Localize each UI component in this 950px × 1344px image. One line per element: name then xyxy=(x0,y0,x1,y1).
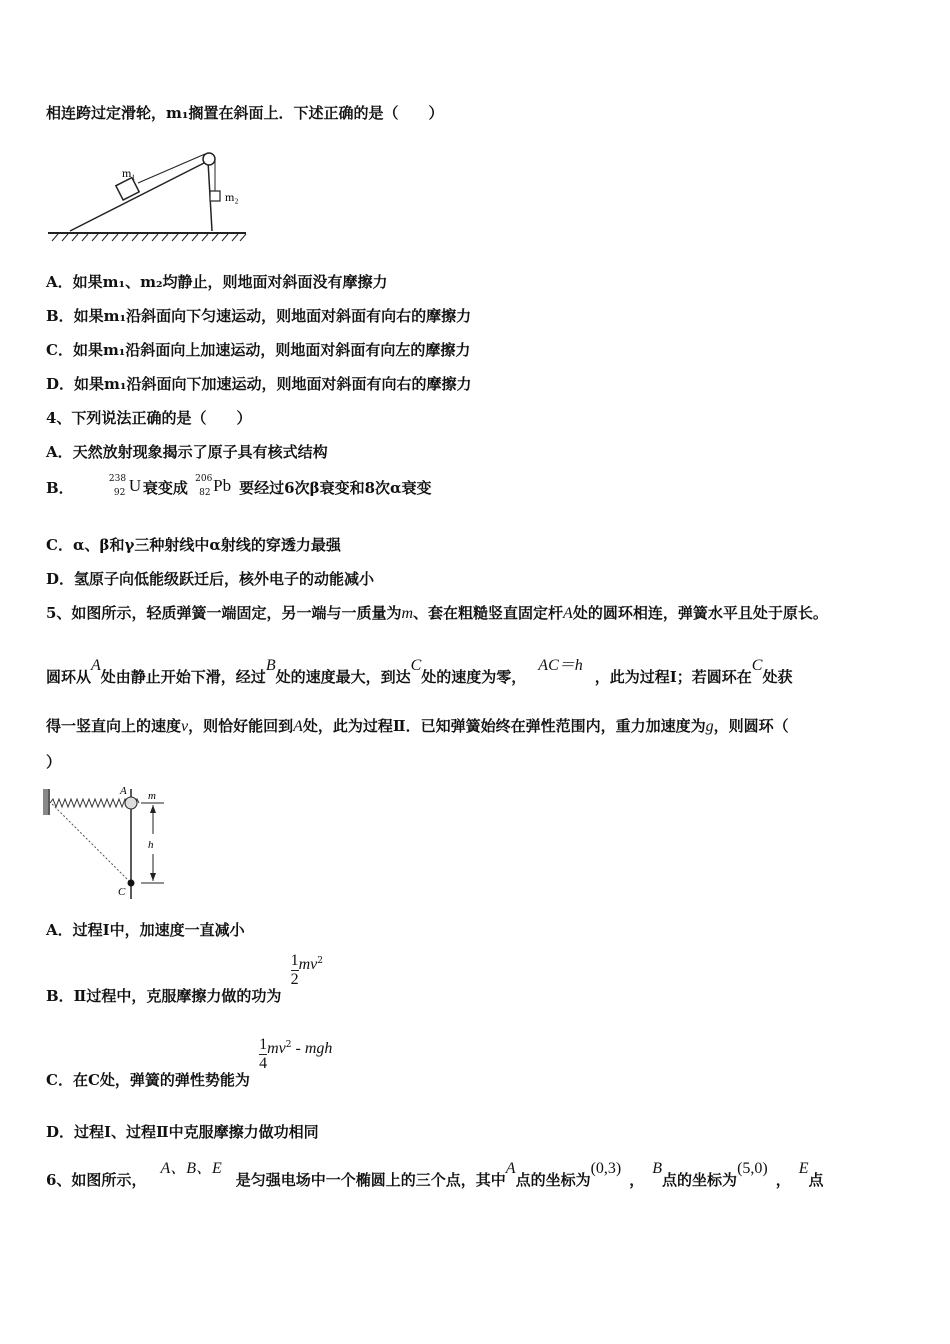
fraction-one-quarter: $\frac{1}{4}$ xyxy=(259,1036,268,1072)
q3-option-d: D．如果m₁沿斜面向下加速运动，则地面对斜面有向右的摩擦力 xyxy=(46,375,472,393)
q3-option-b: B．如果m₁沿斜面向下匀速运动，则地面对斜面有向右的摩擦力 xyxy=(46,307,472,325)
label-a: A xyxy=(120,785,127,797)
uranium-nuclide: 238 92 U xyxy=(108,474,142,498)
q5-option-b: B．Ⅱ过程中，克服摩擦力做的功为 $\frac{1}{2}$ $mv^2$ xyxy=(46,952,323,1005)
label-c: C xyxy=(118,886,126,898)
q5-stem-line4: ） xyxy=(46,753,62,771)
q5-option-c: C．在C处，弹簧的弹性势能为 $\frac{1}{4}$ $mv^2$ - mgh xyxy=(46,1036,333,1089)
spring-ring-figure xyxy=(40,784,175,904)
label-h: h xyxy=(148,839,154,851)
q5-option-a: A．过程Ⅰ中，加速度一直减小 xyxy=(46,921,245,939)
q6-stem: 6、如图所示，A、B、E是匀强电场中一个椭圆上的三个点，其中A点的坐标为(0,3)，B点的坐标为(5,0)，E点 xyxy=(46,1160,824,1189)
lead-nuclide: 206 82 Pb xyxy=(195,474,232,498)
q5-stem-line2: 圆环从A处由静止开始下滑，经过B处的速度最大，到达C处的速度为零，AC＝h，此为过程Ⅰ；若圆环在C处获 xyxy=(46,657,793,686)
label-m1: m₁ xyxy=(122,166,136,180)
label-m: m xyxy=(148,790,156,802)
q4-option-c: C．α、β和γ三种射线中α射线的穿透力最强 xyxy=(46,536,341,554)
q4-option-a: A．天然放射现象揭示了原子具有核式结构 xyxy=(46,443,328,461)
q4-stem: 4、下列说法正确的是（ ） xyxy=(46,409,252,427)
q3-option-c: C．如果m₁沿斜面向上加速运动，则地面对斜面有向左的摩擦力 xyxy=(46,341,471,359)
q5-stem-line1: 5、如图所示，轻质弹簧一端固定，另一端与一质量为m、套在粗糙竖直固定杆A处的圆环相连，弹簧水平且处于原长。 xyxy=(46,604,828,622)
q4-option-b: B． 238 92 U 衰变成 206 82 Pb 要经过6次β衰变和8次α衰变 xyxy=(46,474,432,504)
q5-option-d: D．过程Ⅰ、过程Ⅱ中克服摩擦力做功相同 xyxy=(46,1123,319,1141)
label-m2: m₂ xyxy=(225,190,239,204)
q4-option-d: D．氢原子向低能级跃迁后，核外电子的动能减小 xyxy=(46,570,375,588)
q3-stem: 相连跨过定滑轮，m₁搁置在斜面上．下述正确的是（ ） xyxy=(46,104,444,122)
fraction-one-half: $\frac{1}{2}$ xyxy=(290,952,299,988)
incline-pulley-figure xyxy=(44,145,254,245)
q5-stem-line3: 得一竖直向上的速度v，则恰好能回到A处，此为过程Ⅱ．已知弹簧始终在弹性范围内，重力加速度为g，则圆环（ xyxy=(46,717,789,735)
q3-option-a: A．如果m₁、m₂均静止，则地面对斜面没有摩擦力 xyxy=(46,273,388,291)
